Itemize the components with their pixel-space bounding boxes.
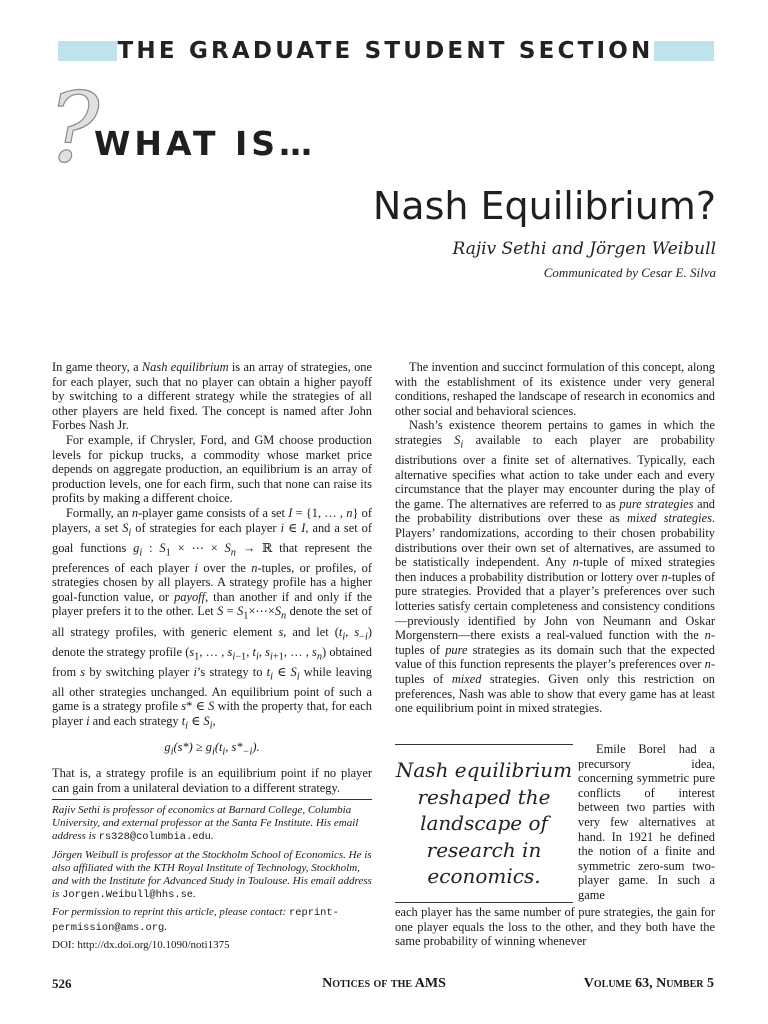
volume-info: Volume 63, Number 5 xyxy=(583,976,714,991)
article-title: Nash Equilibrium? xyxy=(372,184,716,228)
what-is-heading: WHAT IS… xyxy=(94,124,317,163)
footnote-sethi: Rajiv Sethi is professor of economics at Barnard College, Columbia University, and external professor at the Santa Fe Institute. His email address is rs328@columbia.edu. xyxy=(52,804,359,844)
footnote-doi: DOI: http://dx.doi.org/10.1090/noti1375 xyxy=(52,938,230,951)
column-right xyxy=(395,360,715,716)
paragraph: Formally, an n-player game consists of a set I = {1, … , n} of players, a set $S_i$ of strategies for each player i ∈ I, and a set of goal functions $g_i$ : $S_1$ × ⋯ × $S_n$ → ℝ that represent the preferences of each player i over the n-tuples, or profiles, of strategies chosen by all players. A strategy profile has a higher goal-function value, or payoff, than another if and only if the player prefers it to the other. Let $S = S_1\times\cdots\times S_n$ denote the set of all strategy profiles, with generic element s, and let ($t_i$, $s_{-i}$) denote the strategy profile ($s_1$, … , $s_{i-1}$, $t_i$, $s_{i+1}$, … , $s_n$) obtained from s by switching player i’s strategy to $t_i$ ∈ $S_i$ while leaving all other strategies unchanged. An equilibrium point of such a game is a strategy profile s* ∈ S with the property that, for each player i and each strategy $t_i$ ∈ $S_i$, xyxy=(52,505,373,732)
page-number: 526 xyxy=(52,976,72,991)
article-authors: Rajiv Sethi and Jörgen Weibull xyxy=(452,239,716,259)
pull-quote: Nash equilibrium reshaped the landscape of research in economics. xyxy=(395,744,573,903)
paragraph: each player has the same number of pure strategies, the gain for one player equals the loss to the other, and they both have the same probability of winning whenever xyxy=(395,905,715,949)
question-mark-icon: ? xyxy=(48,72,100,184)
footnote-permission: For permission to reprint this article, please contact: reprint-permission@ams.org. xyxy=(52,906,339,934)
paragraph: For example, if Chrysler, Ford, and GM choose production levels for pickup trucks, a commodity whose market price depends on aggregate production, an equilibrium is an array of production levels, one for each firm, such that none can raise its profits by making a different choice. xyxy=(52,432,372,506)
column-right-tail xyxy=(395,905,715,949)
paragraph: In game theory, a Nash equilibrium is an array of strategies, one for each player, such that no player can obtain a higher payoff by switching to a different strategy while the strategies of all other players are held fixed. The concept is named after John Forbes Nash Jr. xyxy=(52,360,372,433)
communicated-by: Communicated by Cesar E. Silva xyxy=(543,265,716,280)
paragraph: The invention and succinct formulation of this concept, along with the establishment of its existence under very general conditions, reshaped the landscape of research in economics and other social and behavioral sciences. xyxy=(395,360,715,418)
header-band-right xyxy=(654,41,714,61)
journal-name: Notices of the AMS xyxy=(322,976,446,991)
equation: $g_i(s*) \ge g_i(t_i$, $s*_{-i}$). xyxy=(164,739,260,758)
paragraph: Nash’s existence theorem pertains to games in which the strategies $S_i$ available to each player are probability distributions over a finite set of alternatives. Typically, each alternative specifies what action to take under each and every circumstance that the player may encounter during the play of the game. The alternatives are referred to as pure strategies and the probability distributions over these as mixed strategies. Players’ randomizations, according to their chosen probability distributions over their own set of alternatives, are assumed to be statistically independent. Any n-tuple of mixed strategies then induces a probability distribution or lottery over n-tuples of pure strategies. Provided that a player’s preferences over such lotteries satisfy certain completeness and consistency conditions—previously identified by John von Neumann and Oskar Morgenstern—there exists a real-valued function with the n-tuples of pure strategies as its domain such that the expected value of this function represents the player’s preferences over n-tuples of mixed strategies. Given only this restriction on preferences, Nash was able to show that every game has at least one equilibrium point in mixed strategies. xyxy=(395,418,716,716)
paragraph: Emile Borel had a precursory idea, concerning symmetric pure conflicts of interest between two parties with very few alternatives at hand. In 1921 he defined the notion of a finite and symmetric zero-sum two-player game. In such a game xyxy=(578,742,715,902)
header-band-left xyxy=(58,41,117,61)
paragraph: That is, a strategy profile is an equilibrium point if no player can gain from a unilateral deviation to a different strategy. xyxy=(52,766,372,795)
footnote-weibull: Jörgen Weibull is professor at the Stockholm School of Economics. He is also affiliated with the KTH Royal Institute of Technology, Stockholm, and with the Institute for Advanced Study in Toulouse. His email address is Jorgen.Weibull@hhs.se. xyxy=(52,848,372,902)
author-footnotes xyxy=(52,799,372,956)
column-right-wrap xyxy=(578,742,715,903)
column-left xyxy=(52,360,372,795)
section-title: THE GRADUATE STUDENT SECTION xyxy=(117,38,654,64)
